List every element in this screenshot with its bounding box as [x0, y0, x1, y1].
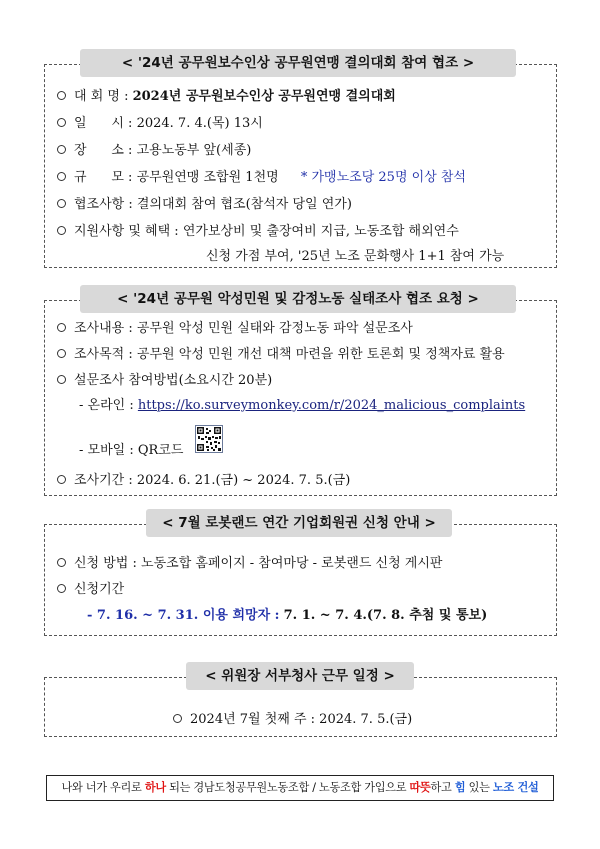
section-schedule-title: < 위원장 서부청사 근무 일정 >: [186, 662, 414, 690]
robotland-item-period: [57, 581, 124, 599]
item-value: 공무원 악성 민원 개선 대책 마련을 위한 토론회 및 정책자료 활용: [136, 347, 505, 362]
item-value: 결의대회 참여 협조(참석자 당일 연가): [136, 197, 352, 212]
schedule-item: [173, 711, 412, 729]
item-value: 2024. 7. 4.(목) 13시: [136, 116, 263, 131]
qr-code-graphic: [196, 426, 222, 452]
scale-note: * 가맹노조당 25명 이상 참석: [300, 170, 466, 185]
online-label: - 온라인 :: [79, 398, 134, 413]
item-label: 장 소 :: [74, 143, 133, 158]
survey-link[interactable]: https://ko.surveymonkey.com/r/2024_malicious_complaints: [137, 398, 526, 413]
survey-item-purpose: [57, 346, 505, 364]
mobile-label: - 모바일 :: [79, 443, 134, 458]
bullet-circle-icon: [57, 145, 66, 154]
item-value: 공무원 악성 민원 실태와 감정노동 파악 설문조사: [136, 321, 413, 336]
section-rally: [44, 64, 557, 268]
rally-item-support-cont: [206, 248, 504, 266]
slogan-text: 나와 너가 우리로: [61, 781, 145, 794]
item-label: 설문조사 참여방법(소요시간 20분): [74, 373, 273, 388]
item-label: 대 회 명 :: [74, 89, 129, 104]
item-value-continued: 신청 가점 부여, '25년 노조 문화행사 1+1 참여 가능: [206, 249, 505, 264]
slogan-highlight: 힘: [454, 781, 466, 794]
bullet-circle-icon: [173, 714, 182, 723]
slogan-text: 있는: [465, 781, 493, 794]
item-label: 신청 방법 :: [74, 556, 137, 571]
item-value: 공무원연맹 조합원 1천명: [136, 170, 279, 185]
rally-item-support: [57, 223, 459, 241]
bullet-circle-icon: [57, 349, 66, 358]
mobile-value: QR코드: [137, 443, 184, 458]
bullet-circle-icon: [57, 172, 66, 181]
item-label: 협조사항 :: [74, 197, 133, 212]
bullet-circle-icon: [57, 118, 66, 127]
slogan-highlight: 노조 건설: [492, 781, 539, 794]
item-label: 조사내용 :: [74, 321, 133, 336]
section-survey-title: < '24년 공무원 악성민원 및 감정노동 실태조사 협조 요청 >: [80, 285, 516, 313]
item-value: 연가보상비 및 출장여비 지급, 노동조합 해외연수: [182, 224, 459, 239]
bullet-circle-icon: [57, 584, 66, 593]
survey-item-content: [57, 320, 413, 338]
period-value: 7. 1. ~ 7. 4.(7. 8. 추첨 및 통보): [283, 608, 488, 623]
item-value: 2024. 6. 21.(금) ~ 2024. 7. 5.(금): [136, 473, 351, 488]
survey-mobile: [79, 442, 183, 460]
item-value: 고용노동부 앞(세종): [136, 143, 252, 158]
bullet-circle-icon: [57, 558, 66, 567]
bullet-circle-icon: [57, 475, 66, 484]
bullet-circle-icon: [57, 226, 66, 235]
rally-item-place: [57, 142, 251, 160]
rally-item-date: [57, 115, 263, 133]
item-label: 일 시 :: [74, 116, 133, 131]
item-label: 신청기간: [74, 582, 125, 597]
qr-code-icon[interactable]: [195, 425, 223, 453]
survey-item-period: [57, 472, 350, 490]
item-label: 규 모 :: [74, 170, 133, 185]
item-label: 지원사항 및 혜택 :: [74, 224, 179, 239]
section-robotland: [44, 524, 557, 636]
rally-item-name: [57, 88, 396, 106]
rally-item-scale: [57, 169, 466, 187]
bullet-circle-icon: [57, 91, 66, 100]
section-robotland-title: < 7월 로봇랜드 연간 기업회원권 신청 안내 >: [146, 509, 452, 537]
bullet-circle-icon: [57, 323, 66, 332]
robotland-item-method: [57, 555, 442, 573]
robotland-period-detail: [87, 607, 487, 625]
survey-item-method: [57, 372, 272, 390]
bullet-circle-icon: [57, 199, 66, 208]
schedule-value: 2024년 7월 첫째 주 : 2024. 7. 5.(금): [190, 712, 413, 727]
slogan-highlight: 따뜻: [409, 781, 431, 794]
survey-online: [79, 397, 525, 415]
rally-item-cooperation: [57, 196, 352, 214]
slogan-text: 하고: [430, 781, 455, 794]
bullet-circle-icon: [57, 375, 66, 384]
section-rally-title: < '24년 공무원보수인상 공무원연맹 결의대회 참여 협조 >: [80, 49, 516, 77]
footer-slogan: [46, 775, 554, 801]
section-survey: [44, 300, 557, 496]
period-highlight: - 7. 16. ~ 7. 31. 이용 희망자 :: [87, 608, 280, 623]
item-value: 2024년 공무원보수인상 공무원연맹 결의대회: [132, 89, 396, 104]
item-label: 조사목적 :: [74, 347, 133, 362]
item-value: 노동조합 홈페이지 - 참여마당 - 로봇랜드 신청 게시판: [141, 556, 443, 571]
item-label: 조사기간 :: [74, 473, 133, 488]
slogan-highlight: 하나: [144, 781, 166, 794]
slogan-text: 되는 경남도청공무원노동조합 / 노동조합 가입으로: [165, 781, 410, 794]
